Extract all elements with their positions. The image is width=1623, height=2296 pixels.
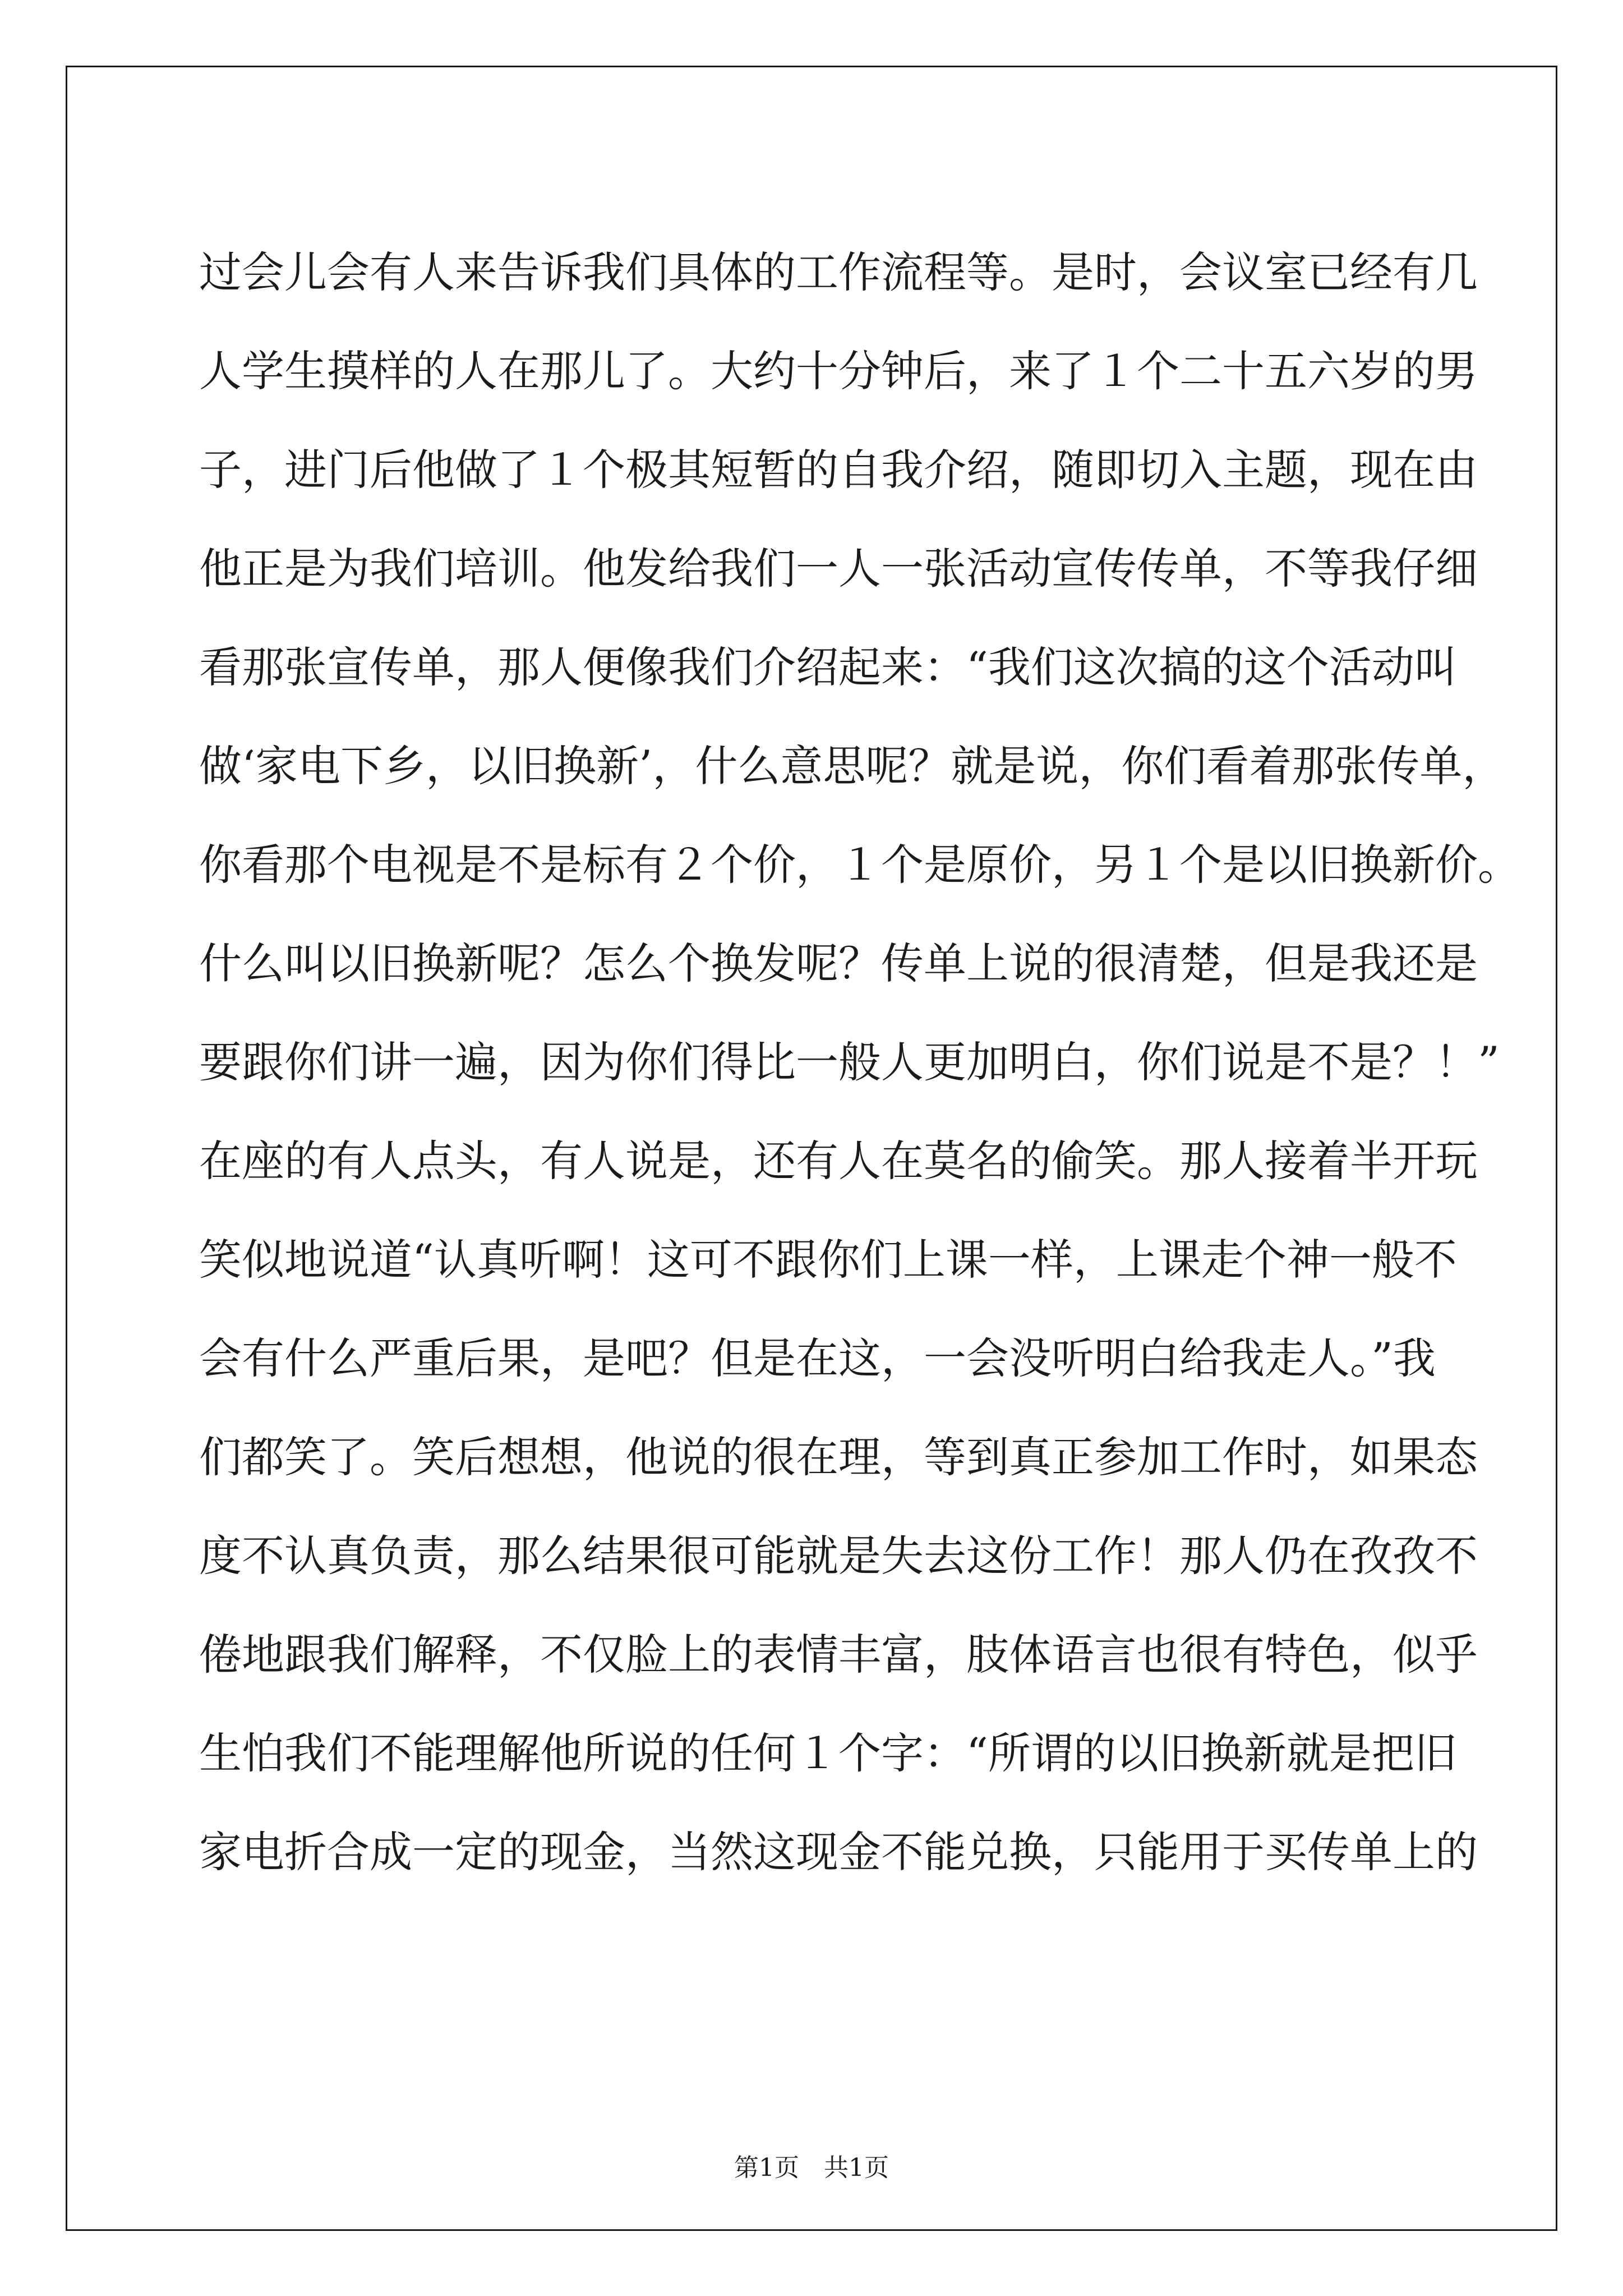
text-line: 要跟你们讲一遍，因为你们得比一般人更加明白，你们说是不是？！” — [199, 1037, 1500, 1087]
text-line: 度不认真负责，那么结果很可能就是失去这份工作！那人仍在孜孜不 — [199, 1531, 1478, 1581]
text-line: 笑似地说道“认真听啊！这可不跟你们上课一样，上课走个神一般不 — [199, 1235, 1457, 1285]
text-line: 倦地跟我们解释，不仅脸上的表情丰富，肢体语言也很有特色，似乎 — [199, 1630, 1478, 1680]
text-line: 子，进门后他做了１个极其短暂的自我介绍，随即切入主题，现在由 — [199, 445, 1478, 495]
text-line: 会有什么严重后果，是吧？但是在这，一会没听明白给我走人。”我 — [199, 1333, 1436, 1383]
text-line: 家电折合成一定的现金，当然这现金不能兑换，只能用于买传单上的 — [199, 1827, 1478, 1877]
text-line: 你看那个电视是不是标有２个价，１个是原价，另１个是以旧换新价。 — [199, 840, 1520, 890]
text-line: 人学生摸样的人在那儿了。大约十分钟后，来了１个二十五六岁的男 — [199, 346, 1478, 396]
text-line: 做‘家电下乡，以旧换新’，什么意思呢？就是说，你们看着那张传单， — [199, 741, 1505, 791]
text-line: 在座的有人点头，有人说是，还有人在莫名的偷笑。那人接着半开玩 — [199, 1136, 1478, 1186]
text-line: 他正是为我们培训。他发给我们一人一张活动宣传传单，不等我仔细 — [199, 544, 1478, 593]
text-line: 生怕我们不能理解他所说的任何１个字：“所谓的以旧换新就是把旧 — [199, 1728, 1457, 1778]
text-line: 们都笑了。笑后想想，他说的很在理，等到真正参加工作时，如果态 — [199, 1432, 1478, 1482]
page-number-footer: 第1页 共1页 — [734, 2154, 889, 2182]
text-line: 过会儿会有人来告诉我们具体的工作流程等。是时，会议室已经有几 — [199, 247, 1478, 297]
text-line: 什么叫以旧换新呢？怎么个换发呢？传单上说的很清楚，但是我还是 — [199, 938, 1478, 988]
text-line: 看那张宣传单，那人便像我们介绍起来：“我们这次搞的这个活动叫 — [199, 642, 1457, 692]
body-text — [199, 223, 1520, 1902]
